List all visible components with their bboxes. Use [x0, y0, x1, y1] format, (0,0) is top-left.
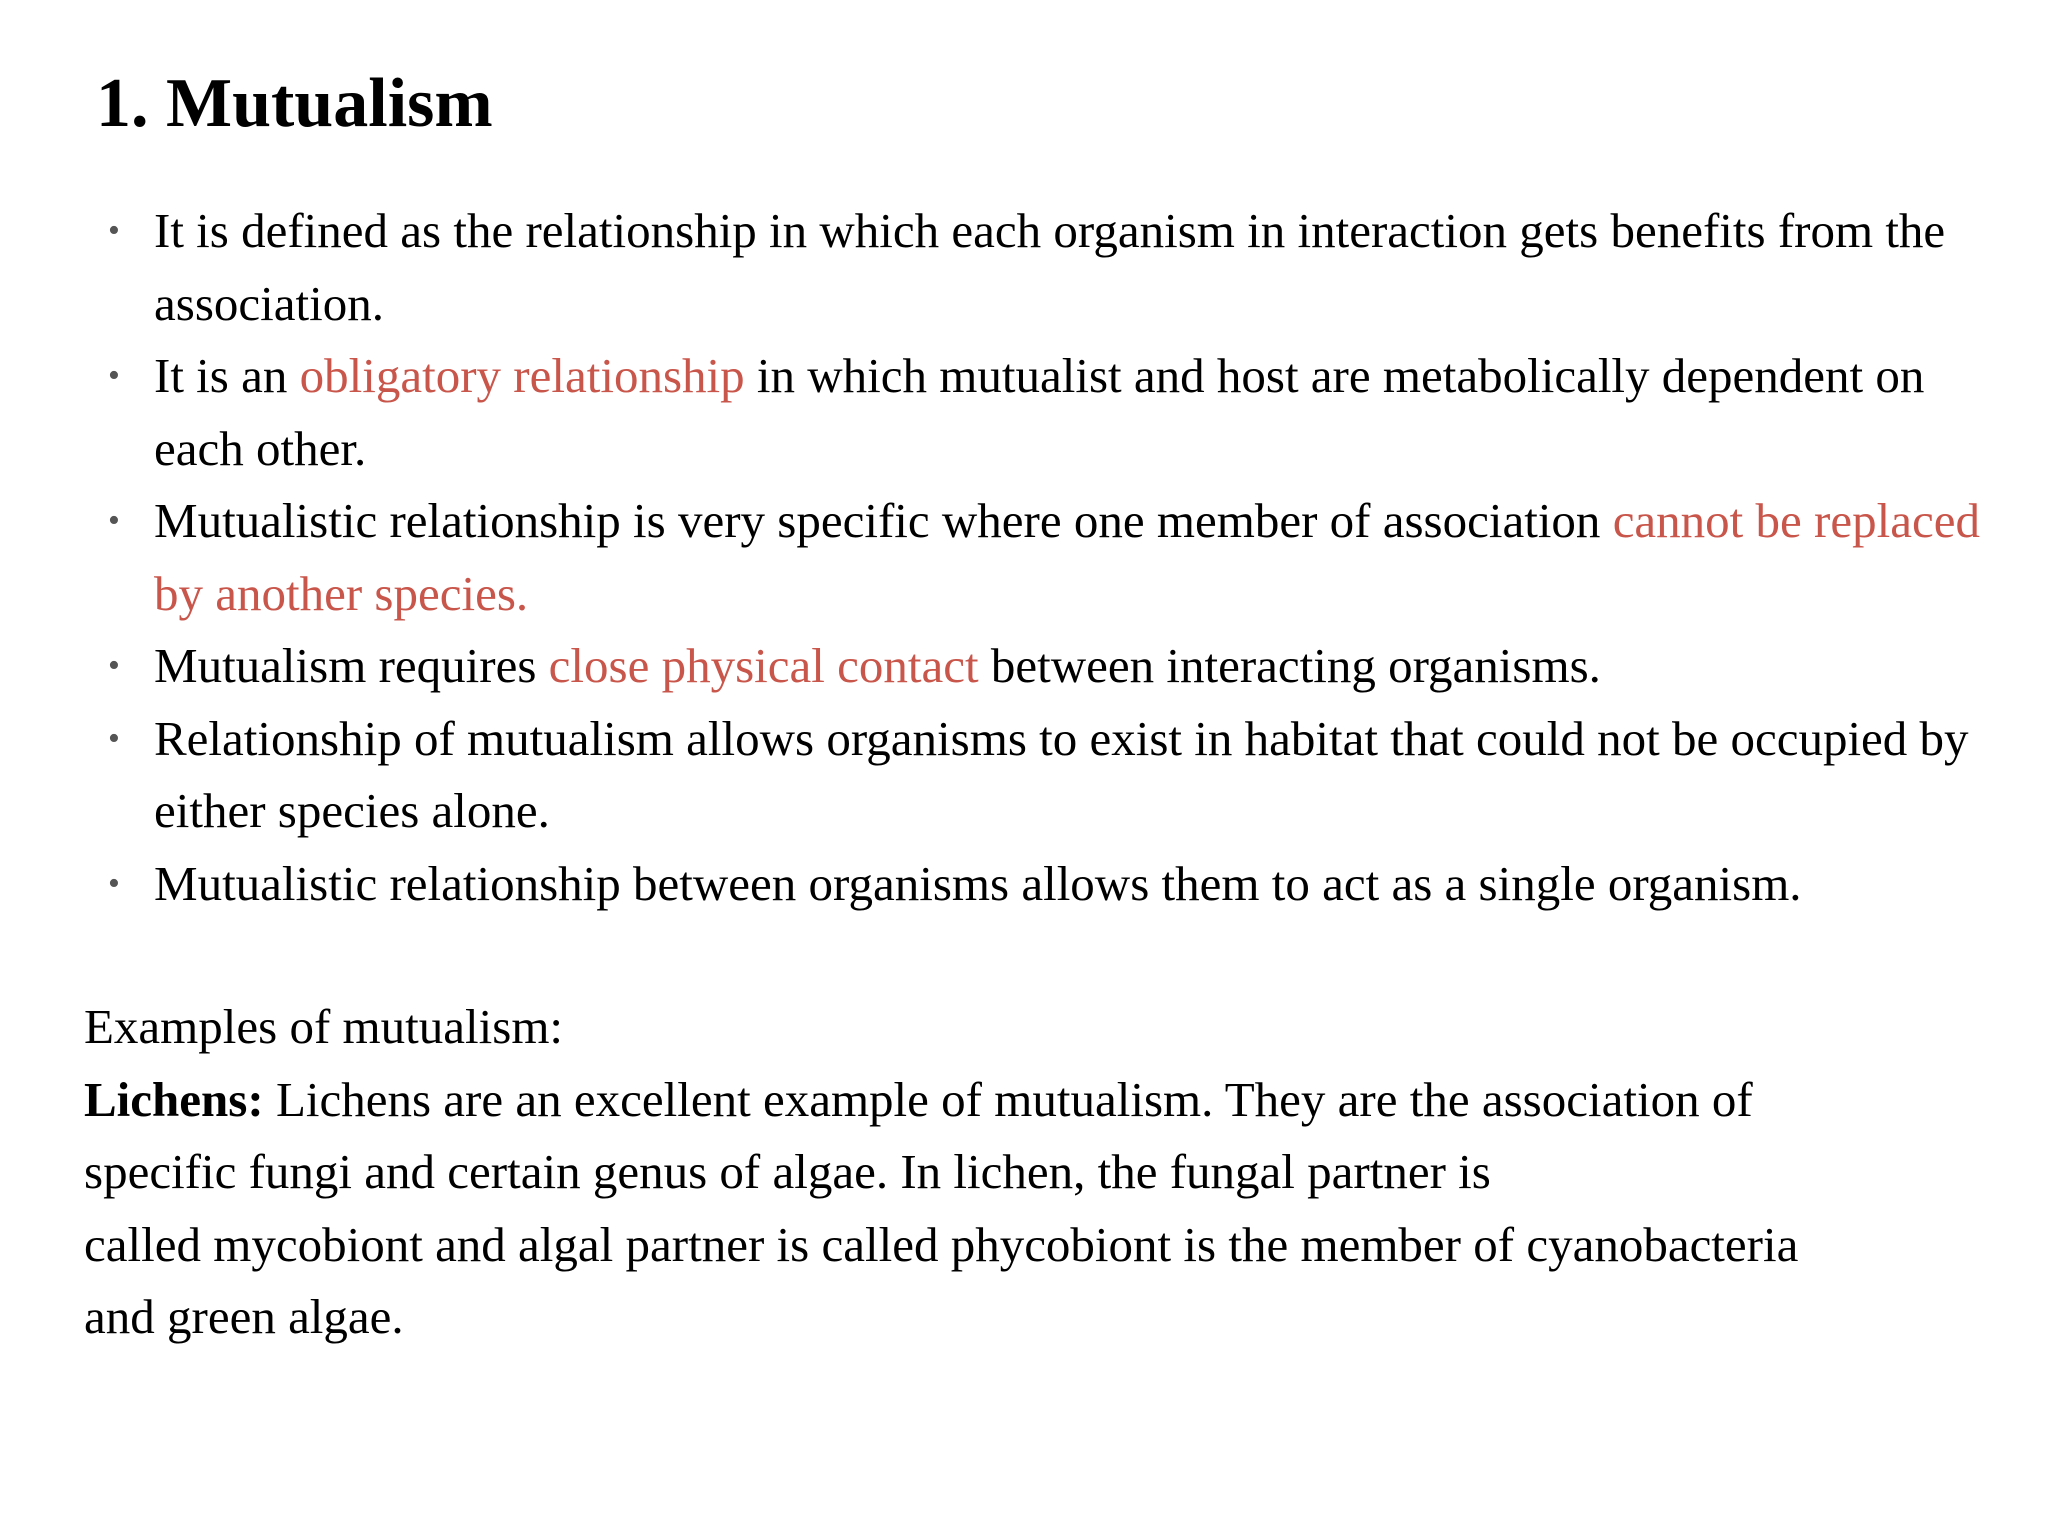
bullet-text: Relationship of mutualism allows organisms to exist in habitat that could not be occupied by either species alone.	[154, 710, 1969, 838]
bullet-icon: •	[108, 502, 120, 539]
bullet-icon: •	[108, 212, 120, 249]
bullet-text: Mutualistic relationship is very specific where one member of association	[154, 493, 1613, 548]
lichens-label: Lichens:	[84, 1071, 264, 1127]
highlighted-text: obligatory relationship	[299, 348, 745, 403]
bullet-icon: •	[108, 719, 120, 757]
section-heading: 1. Mutualism	[96, 65, 493, 142]
bullet-item	[104, 340, 1984, 485]
highlighted-text: cannot be replaced by another species.	[154, 493, 1980, 621]
bullet-icon: •	[108, 357, 120, 394]
examples-intro: Examples of mutualism:	[84, 999, 564, 1054]
lichens-paragraph	[84, 1064, 1984, 1137]
bullet-list	[104, 195, 1984, 920]
examples-section	[84, 991, 1984, 1354]
bullet-item	[104, 848, 1984, 921]
bullet-icon: •	[108, 864, 120, 902]
bullet-item	[104, 485, 1984, 630]
bullet-text: It is an	[154, 348, 300, 403]
lichens-text-line: specific fungi and certain genus of algae. In lichen, the fungal partner is	[84, 1144, 1491, 1199]
bullet-item	[104, 703, 1984, 848]
lichens-text-line: called mycobiont and algal partner is called phycobiont is the member of cyanobacteria	[84, 1216, 1799, 1272]
bullet-text: It is defined as the relationship in which each organism in interaction gets benefits from the association.	[154, 203, 1946, 331]
bullet-text: Mutualism requires	[154, 638, 549, 693]
bullet-icon: •	[108, 647, 120, 684]
bullet-item	[104, 195, 1984, 340]
highlighted-text: close physical contact	[548, 638, 979, 693]
lichens-text-line: Lichens are an excellent example of mutualism. They are the association of	[263, 1071, 1753, 1127]
bullet-text: between interacting organisms.	[978, 638, 1601, 693]
lichens-text-line: and green algae.	[84, 1289, 404, 1344]
bullet-text: Mutualistic relationship between organisms allows them to act as a single organism.	[154, 855, 1802, 911]
bullet-item	[104, 630, 1984, 703]
bullet-text: in which mutualist and host are metabolically dependent on each other.	[154, 348, 1925, 476]
